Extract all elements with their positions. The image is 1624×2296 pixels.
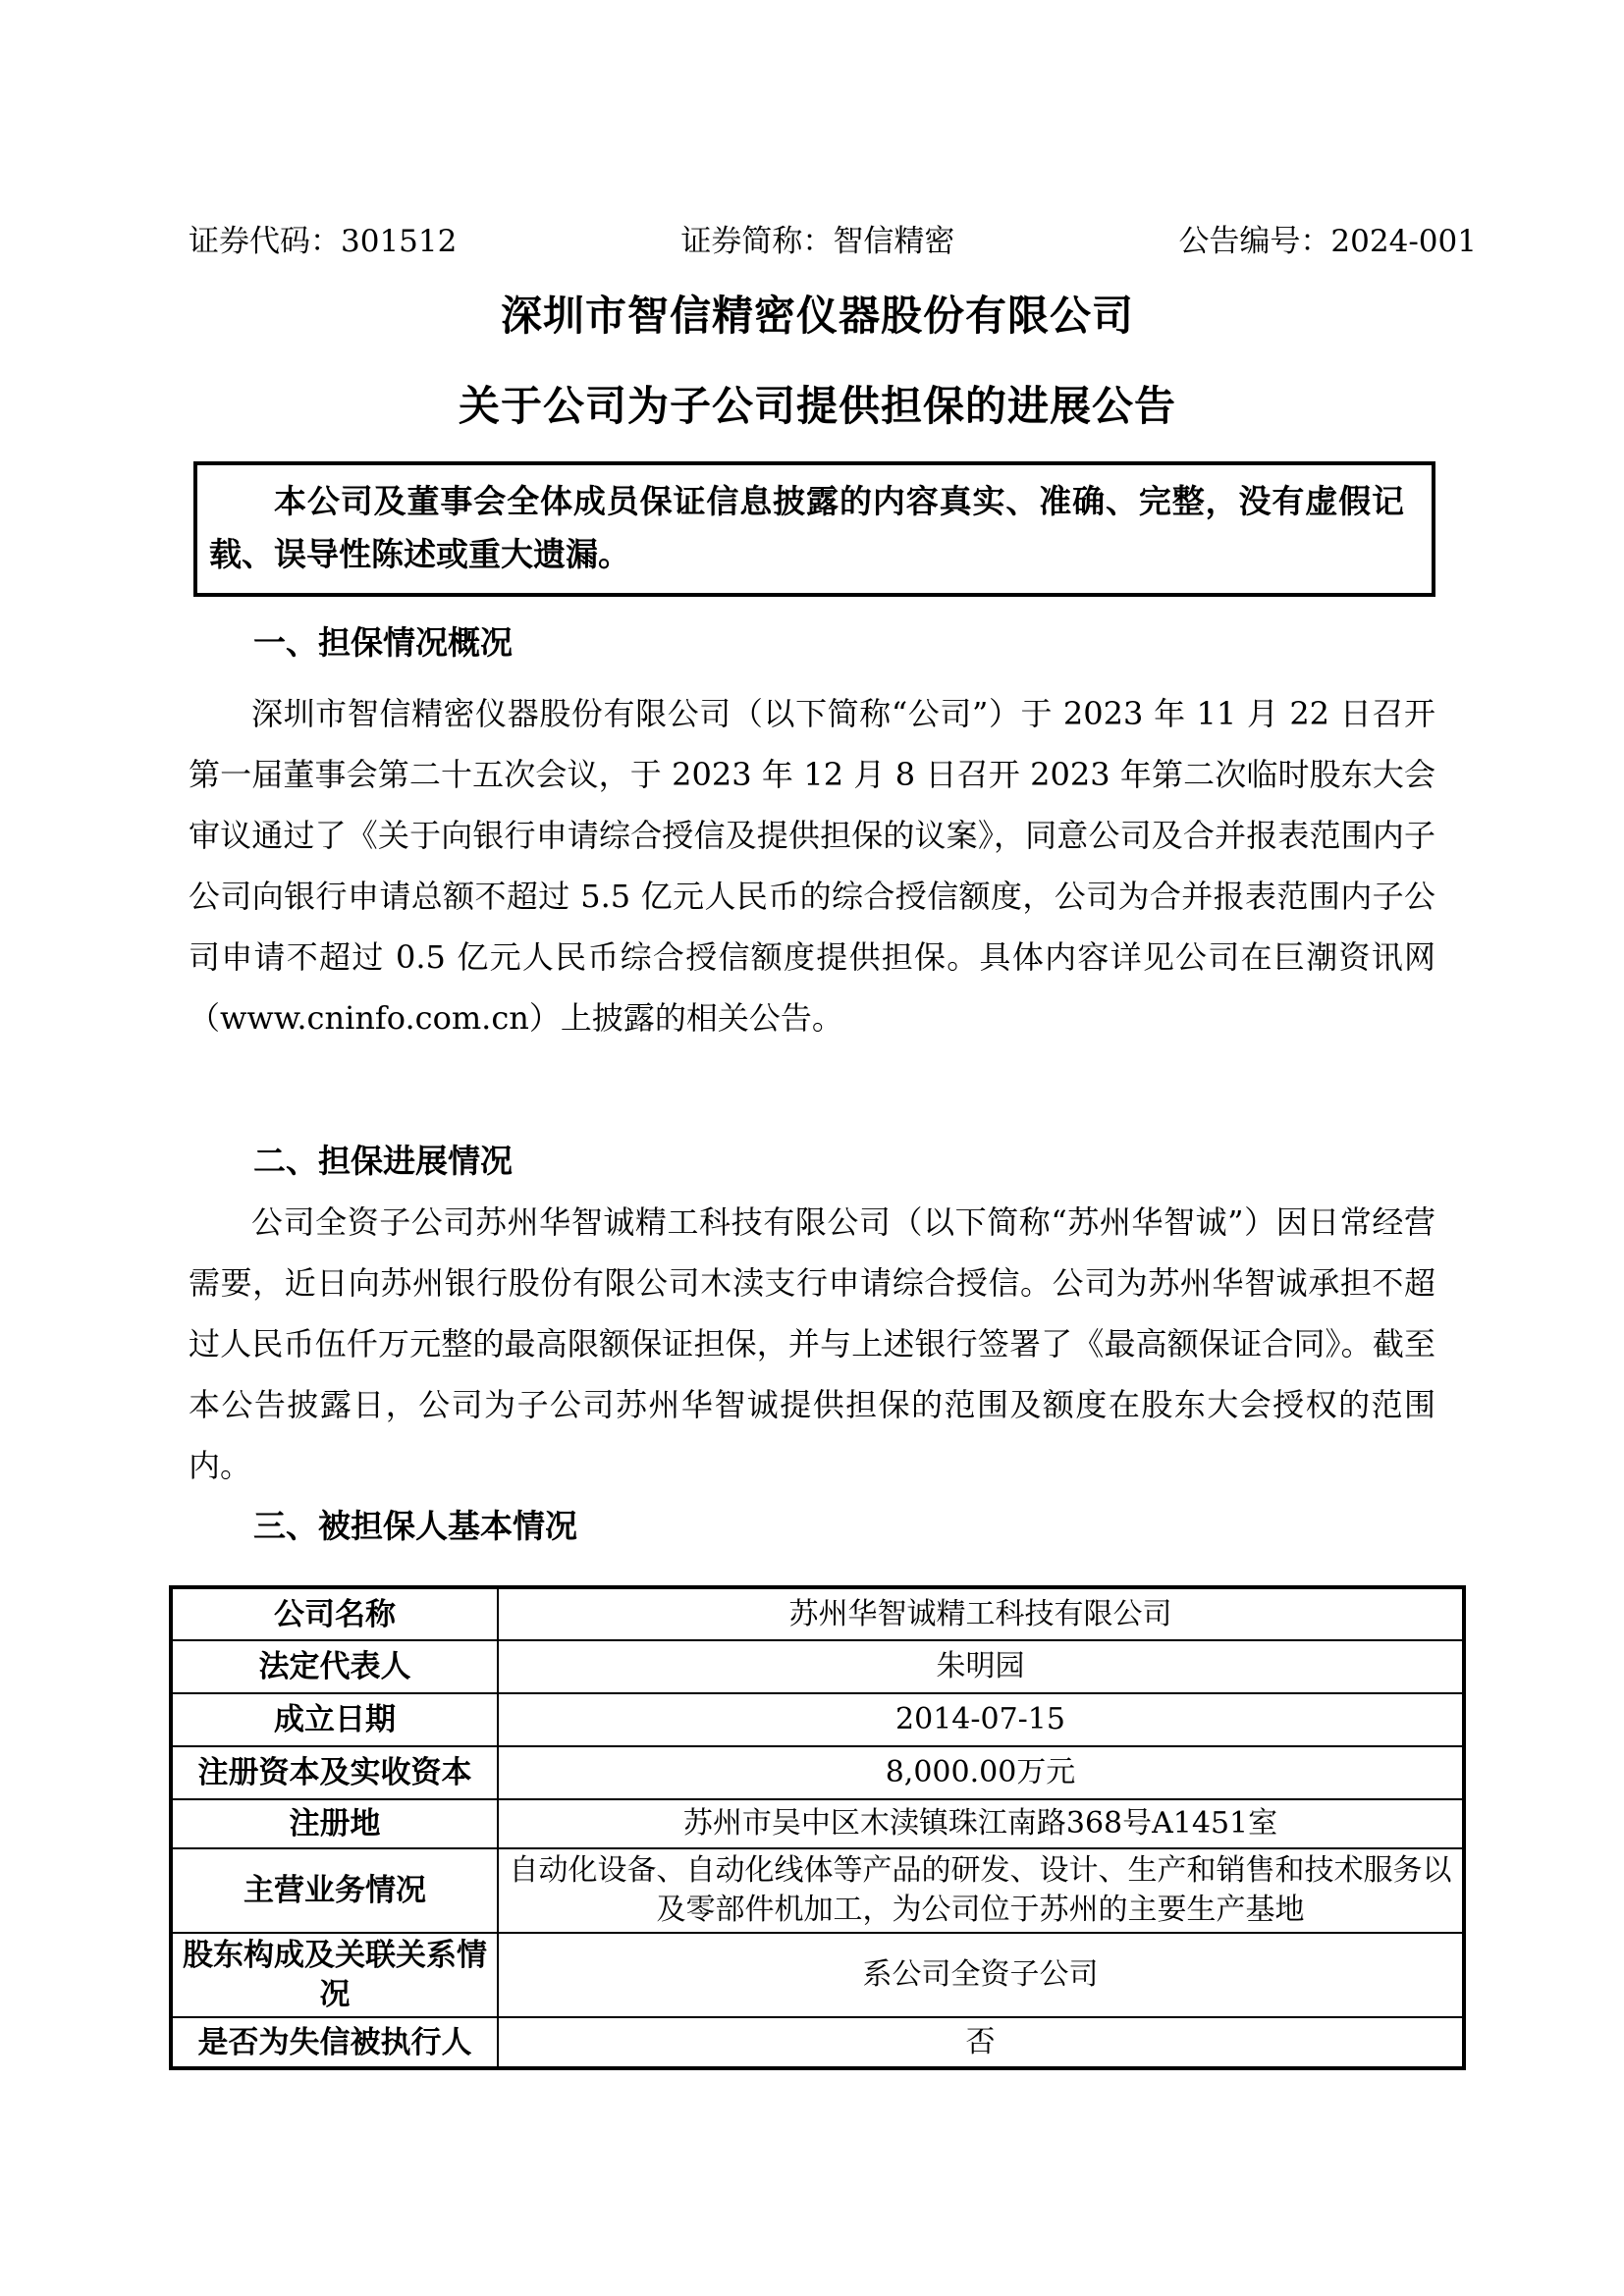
- row-value: 8,000.00万元: [498, 1746, 1464, 1799]
- stock-short-name: 证券简称：智信精密: [680, 224, 955, 259]
- section-1-heading: 一、担保情况概况: [253, 623, 513, 662]
- row-value: 苏州市吴中区木渎镇珠江南路368号A1451室: [498, 1799, 1464, 1848]
- row-label: 注册地: [171, 1799, 498, 1848]
- row-label: 公司名称: [171, 1587, 498, 1640]
- row-value: 自动化设备、自动化线体等产品的研发、设计、生产和销售和技术服务以及零部件机加工，为公司位于苏州的主要生产基地: [498, 1848, 1464, 1933]
- row-value: 朱明园: [498, 1640, 1464, 1693]
- section-2-paragraph: 公司全资子公司苏州华智诚精工科技有限公司（以下简称“苏州华智诚”）因日常经营需要，近日向苏州银行股份有限公司木渎支行申请综合授信。公司为苏州华智诚承担不超过人民币伍仟万元整的最高限额保证担保，并与上述银行签署了《最高额保证合同》。截至本公告披露日，公司为子公司苏州华智诚提供担保的范围及额度在股东大会授权的范围内。: [189, 1203, 1435, 1484]
- row-label: 注册资本及实收资本: [171, 1746, 498, 1799]
- announcement-number: 公告编号：2024-001: [1178, 224, 1477, 259]
- table-row: [171, 1746, 1464, 1799]
- disclaimer-text: 本公司及董事会全体成员保证信息披露的内容真实、准确、完整，没有虚假记载、误导性陈述或重大遗漏。: [209, 482, 1404, 573]
- row-value: 系公司全资子公司: [498, 1933, 1464, 2017]
- row-label: 主营业务情况: [171, 1848, 498, 1933]
- row-label: 法定代表人: [171, 1640, 498, 1693]
- disclaimer-box: [193, 461, 1435, 597]
- company-title: 深圳市智信精密仪器股份有限公司: [500, 292, 1134, 340]
- section-3-heading: 三、被担保人基本情况: [253, 1507, 577, 1545]
- table-row: [171, 2017, 1464, 2068]
- table-row: [171, 1640, 1464, 1693]
- row-label: 是否为失信被执行人: [171, 2017, 498, 2068]
- table-row: [171, 1848, 1464, 1933]
- table-row: [171, 1587, 1464, 1640]
- guarantee-table: [169, 1585, 1466, 2070]
- row-value: 2014-07-15: [498, 1693, 1464, 1746]
- section-1-paragraph: 深圳市智信精密仪器股份有限公司（以下简称“公司”）于 2023 年 11 月 22 日召开第一届董事会第二十五次会议，于 2023 年 12 月 8 日召开 2023 年第二次临时股东大会审议通过了《关于向银行申请综合授信及提供担保的议案》，同意公司及合并报表范围内子公司向银行申请总额不超过 5.5 亿元人民币的综合授信额度，公司为合并报表范围内子公司申请不超过 0.5 亿元人民币综合授信额度提供担保。具体内容详见公司在巨潮资讯网（www.cninfo.com.cn）上披露的相关公告。: [189, 695, 1435, 1037]
- row-value: 否: [498, 2017, 1464, 2068]
- table-row: [171, 1933, 1464, 2017]
- row-label: 成立日期: [171, 1693, 498, 1746]
- announcement-title: 关于公司为子公司提供担保的进展公告: [458, 382, 1176, 430]
- row-value: 苏州华智诚精工科技有限公司: [498, 1587, 1464, 1640]
- stock-code: 证券代码：301512: [189, 224, 458, 259]
- table-row: [171, 1693, 1464, 1746]
- section-2-heading: 二、担保进展情况: [253, 1142, 513, 1180]
- body-text: [189, 620, 1435, 1549]
- table-row: [171, 1799, 1464, 1848]
- row-label: 股东构成及关联关系情况: [171, 1933, 498, 2017]
- doc-header: [189, 224, 1477, 259]
